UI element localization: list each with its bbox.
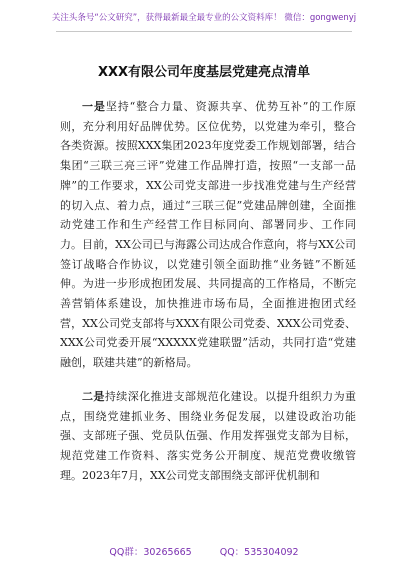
paragraph-2-text: 持续深化推进支部规范化建设。以提升组织力为重点，围绕党建抓业务、围绕业务促发展，以建设政治功能强、支部班子强、党员队伍强、作用发挥强党支部为目标，规范党建工作资料、落实党务公开制度、规范党费收缴管理。2023年7月，XX公司党支部围绕支部评优机制和: [60, 389, 357, 482]
paragraph-1: [60, 97, 356, 373]
footer-qq: QQ：535304092: [219, 547, 299, 558]
header-banner: 关注头条号“公文研究”，获得最新最全最专业的公文资料库！ 微信：gongwenyj: [51, 13, 357, 23]
paragraph-2-lead: 二是: [82, 389, 105, 403]
paragraph-1-text: 坚持“整合力量、资源共享、优势互补”的工作原则，充分利用好品牌优势。区位优势，以党建为牵引，整合各类资源。按照XXX集团2023年度党委工作规划部署，结合集团“三联三亮三评”党建工作品牌打造，按照“一支部一品牌”的工作要求，XX公司党支部进一步找准党建与生产经营的切入点、着力点，通过“三联三促”党建品牌创建，全面推动党建工作和生产经营工作目标同向、部署同步、工作同力。目前，XX公司已与海露公司达成合作意向，将与XX公司签订战略合作协议，以党建引领全面助推“业务链”不断延伸。为进一步形成抱团发展、共同提高的工作格局，不断完善营销体系建设，加快推进市场布局，全面推进抱团式经营，XX公司党支部将与XXX有限公司党委、XXX公司党委、XXX公司党委开展“XXXXX党建联盟”活动，共同打造“党建融创，联建共建”的新格局。: [60, 100, 357, 370]
paragraph-1-lead: 一是: [82, 100, 106, 113]
paragraph-2: [60, 387, 356, 486]
document-body: [60, 97, 356, 485]
footer-contact: [0, 547, 408, 559]
header-divider: [56, 31, 352, 32]
footer-qq-group: QQ群：30265665: [109, 547, 192, 558]
document-title: XXX有限公司年度基层党建亮点清单: [97, 65, 311, 80]
